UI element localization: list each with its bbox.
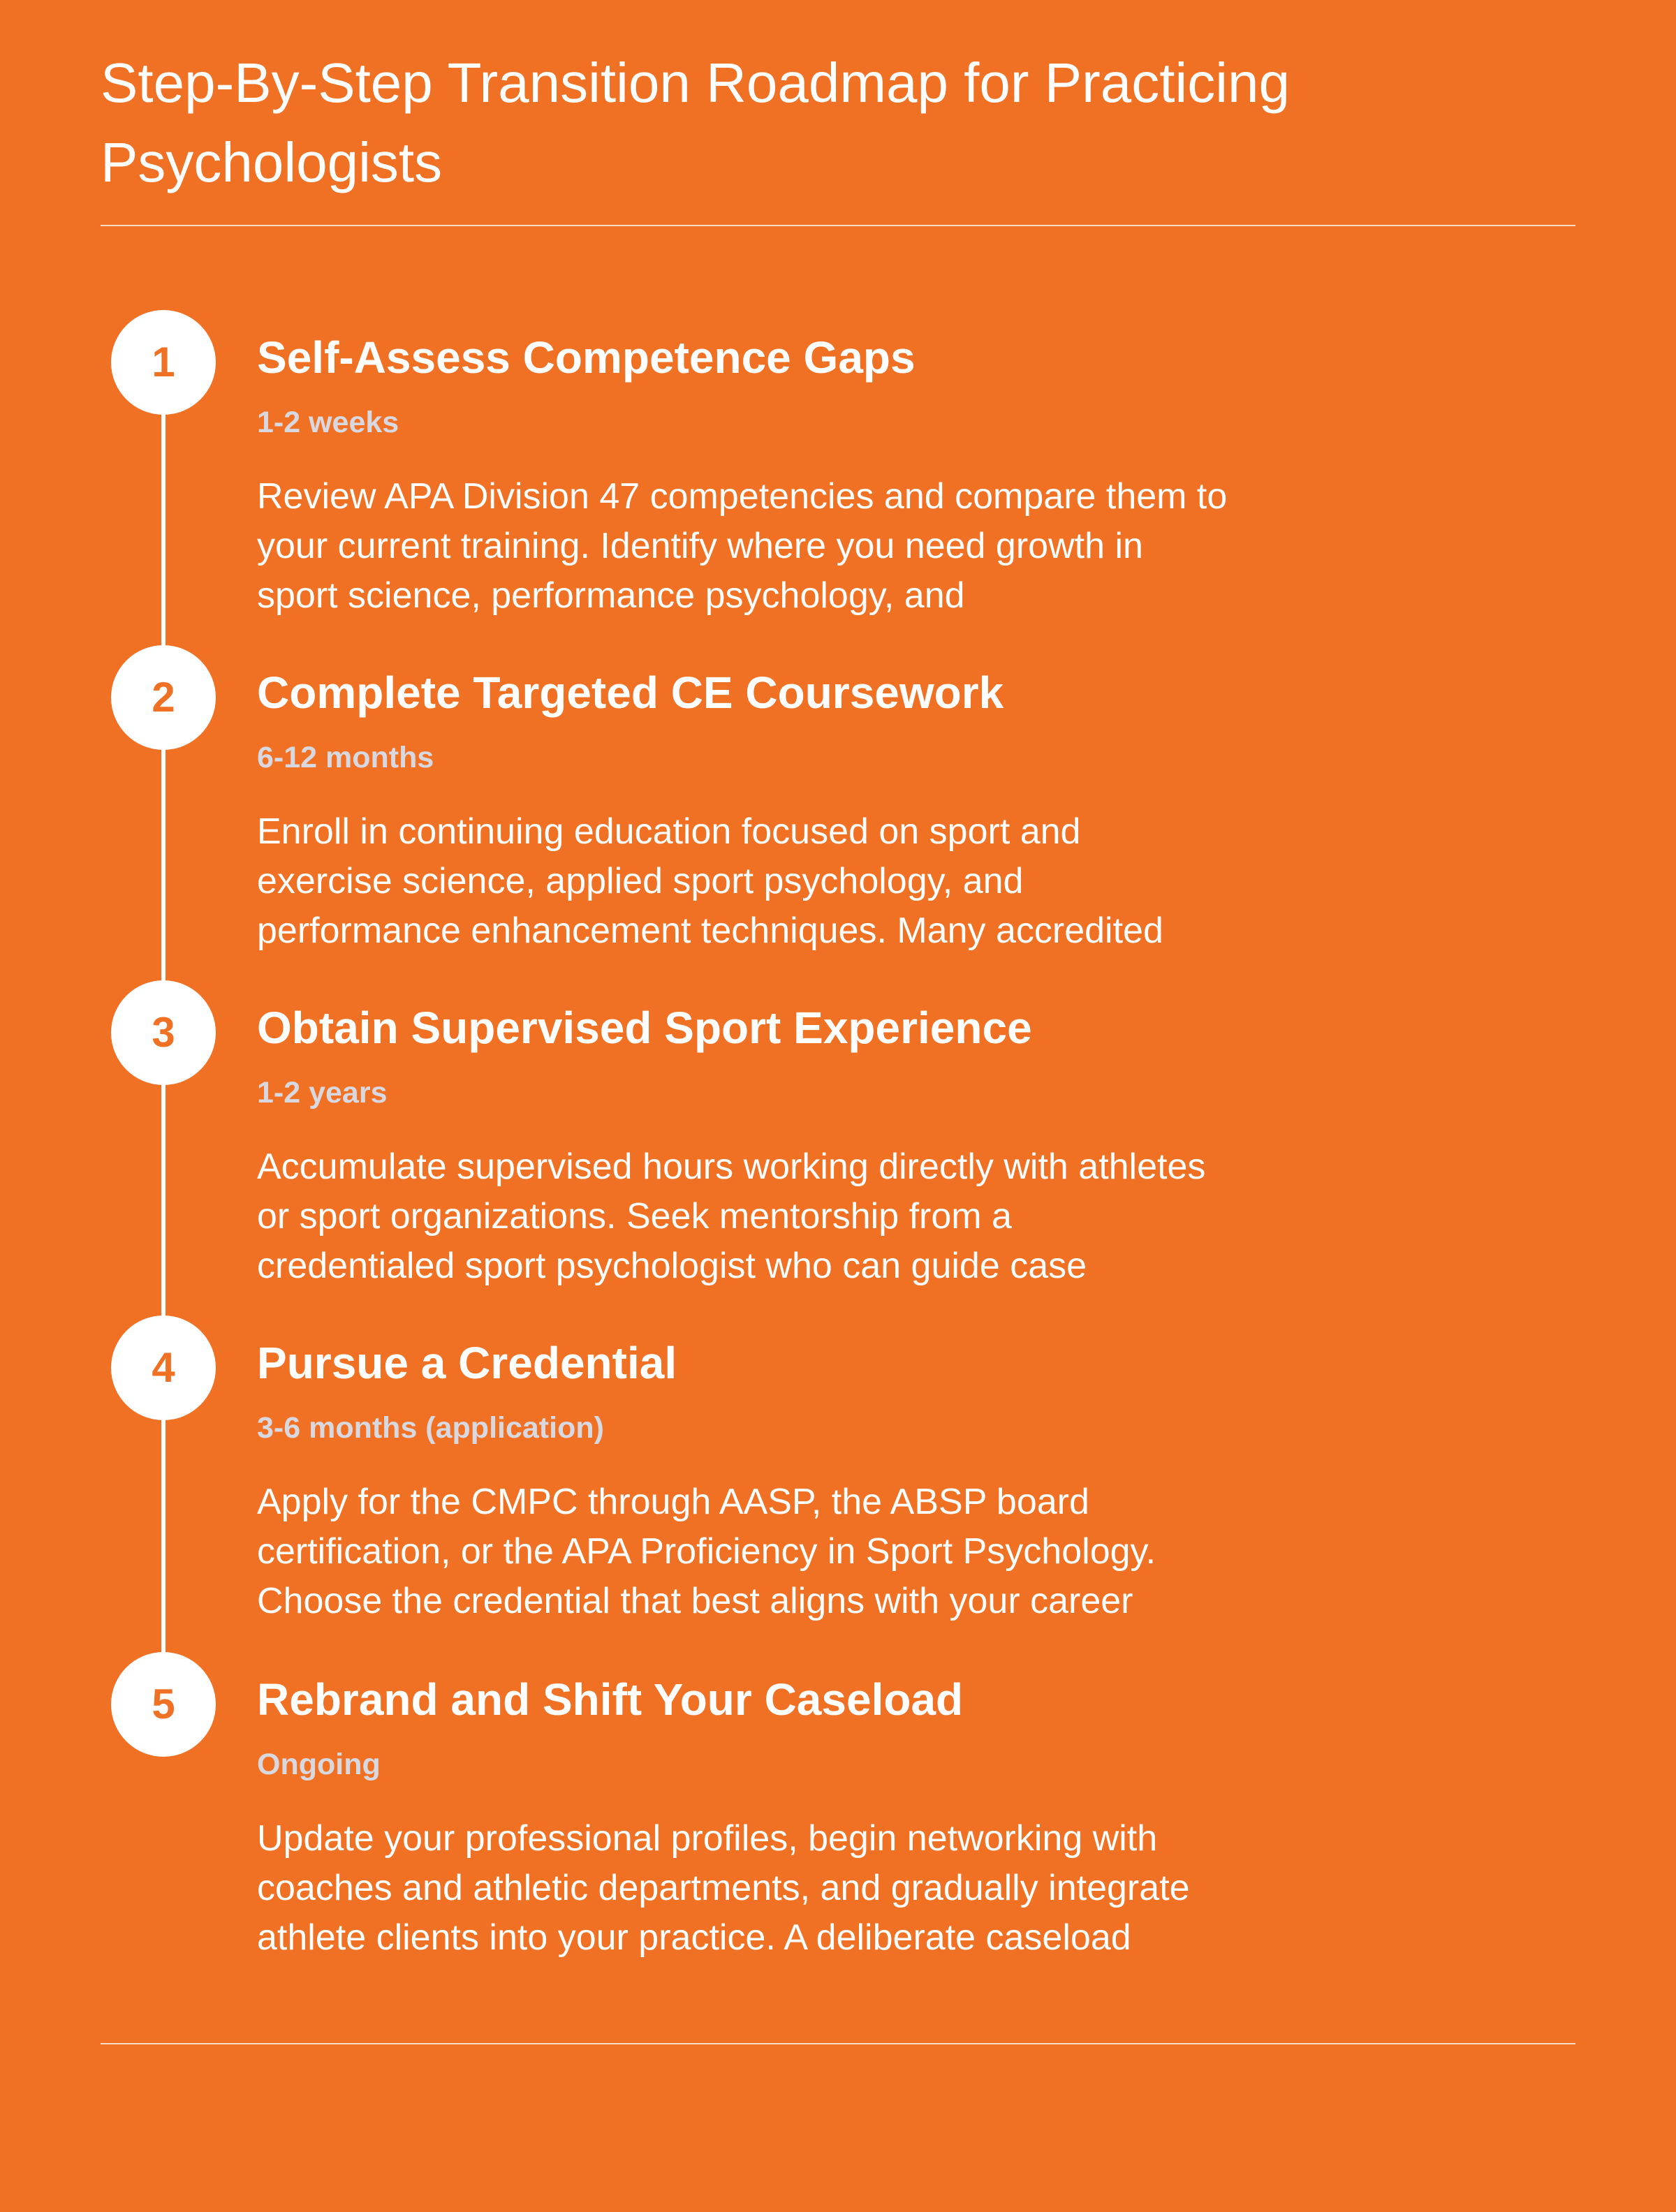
step-number-badge: 2 [111, 645, 216, 750]
step-title: Pursue a Credential [257, 1338, 677, 1388]
step-duration: 3-6 months (application) [257, 1411, 604, 1445]
top-divider [101, 225, 1575, 226]
step-duration: 6-12 months [257, 741, 434, 774]
step-duration: 1-2 weeks [257, 406, 399, 439]
step-description: Apply for the CMPC through AASP, the ABSP board certification, or the APA Proficiency in Sport Psychology. Choose the credential that best aligns with your career [257, 1482, 1156, 1621]
step-title: Self-Assess Competence Gaps [257, 332, 916, 383]
step-number-badge: 3 [111, 980, 216, 1085]
step-title: Complete Targeted CE Coursework [257, 668, 1004, 718]
step-duration: 1-2 years [257, 1076, 388, 1109]
bottom-divider [101, 2043, 1575, 2044]
step-number-badge: 1 [111, 310, 216, 415]
step-title: Rebrand and Shift Your Caseload [257, 1674, 964, 1725]
step-duration: Ongoing [257, 1748, 381, 1781]
step-description: Accumulate supervised hours working directly with athletes or sport organizations. Seek mentorship from a credentialed sport psychologist who can guide case [257, 1146, 1206, 1286]
step-number-badge: 5 [111, 1652, 216, 1757]
page-title: Step-By-Step Transition Roadmap for Practicing Psychologists [101, 52, 1291, 193]
step-number-badge: 4 [111, 1315, 216, 1420]
step-description: Enroll in continuing education focused on sport and exercise science, applied sport psychology, and performance enhancement techniques. Many accredited [257, 811, 1163, 951]
step-description: Update your professional profiles, begin networking with coaches and athletic departments, and gradually integrate athlete clients into your practice. A deliberate caseload [257, 1818, 1190, 1958]
step-title: Obtain Supervised Sport Experience [257, 1003, 1032, 1053]
step-description: Review APA Division 47 competencies and compare them to your current training. Identify where you need growth in sport science, performance psychology, and [257, 476, 1228, 616]
